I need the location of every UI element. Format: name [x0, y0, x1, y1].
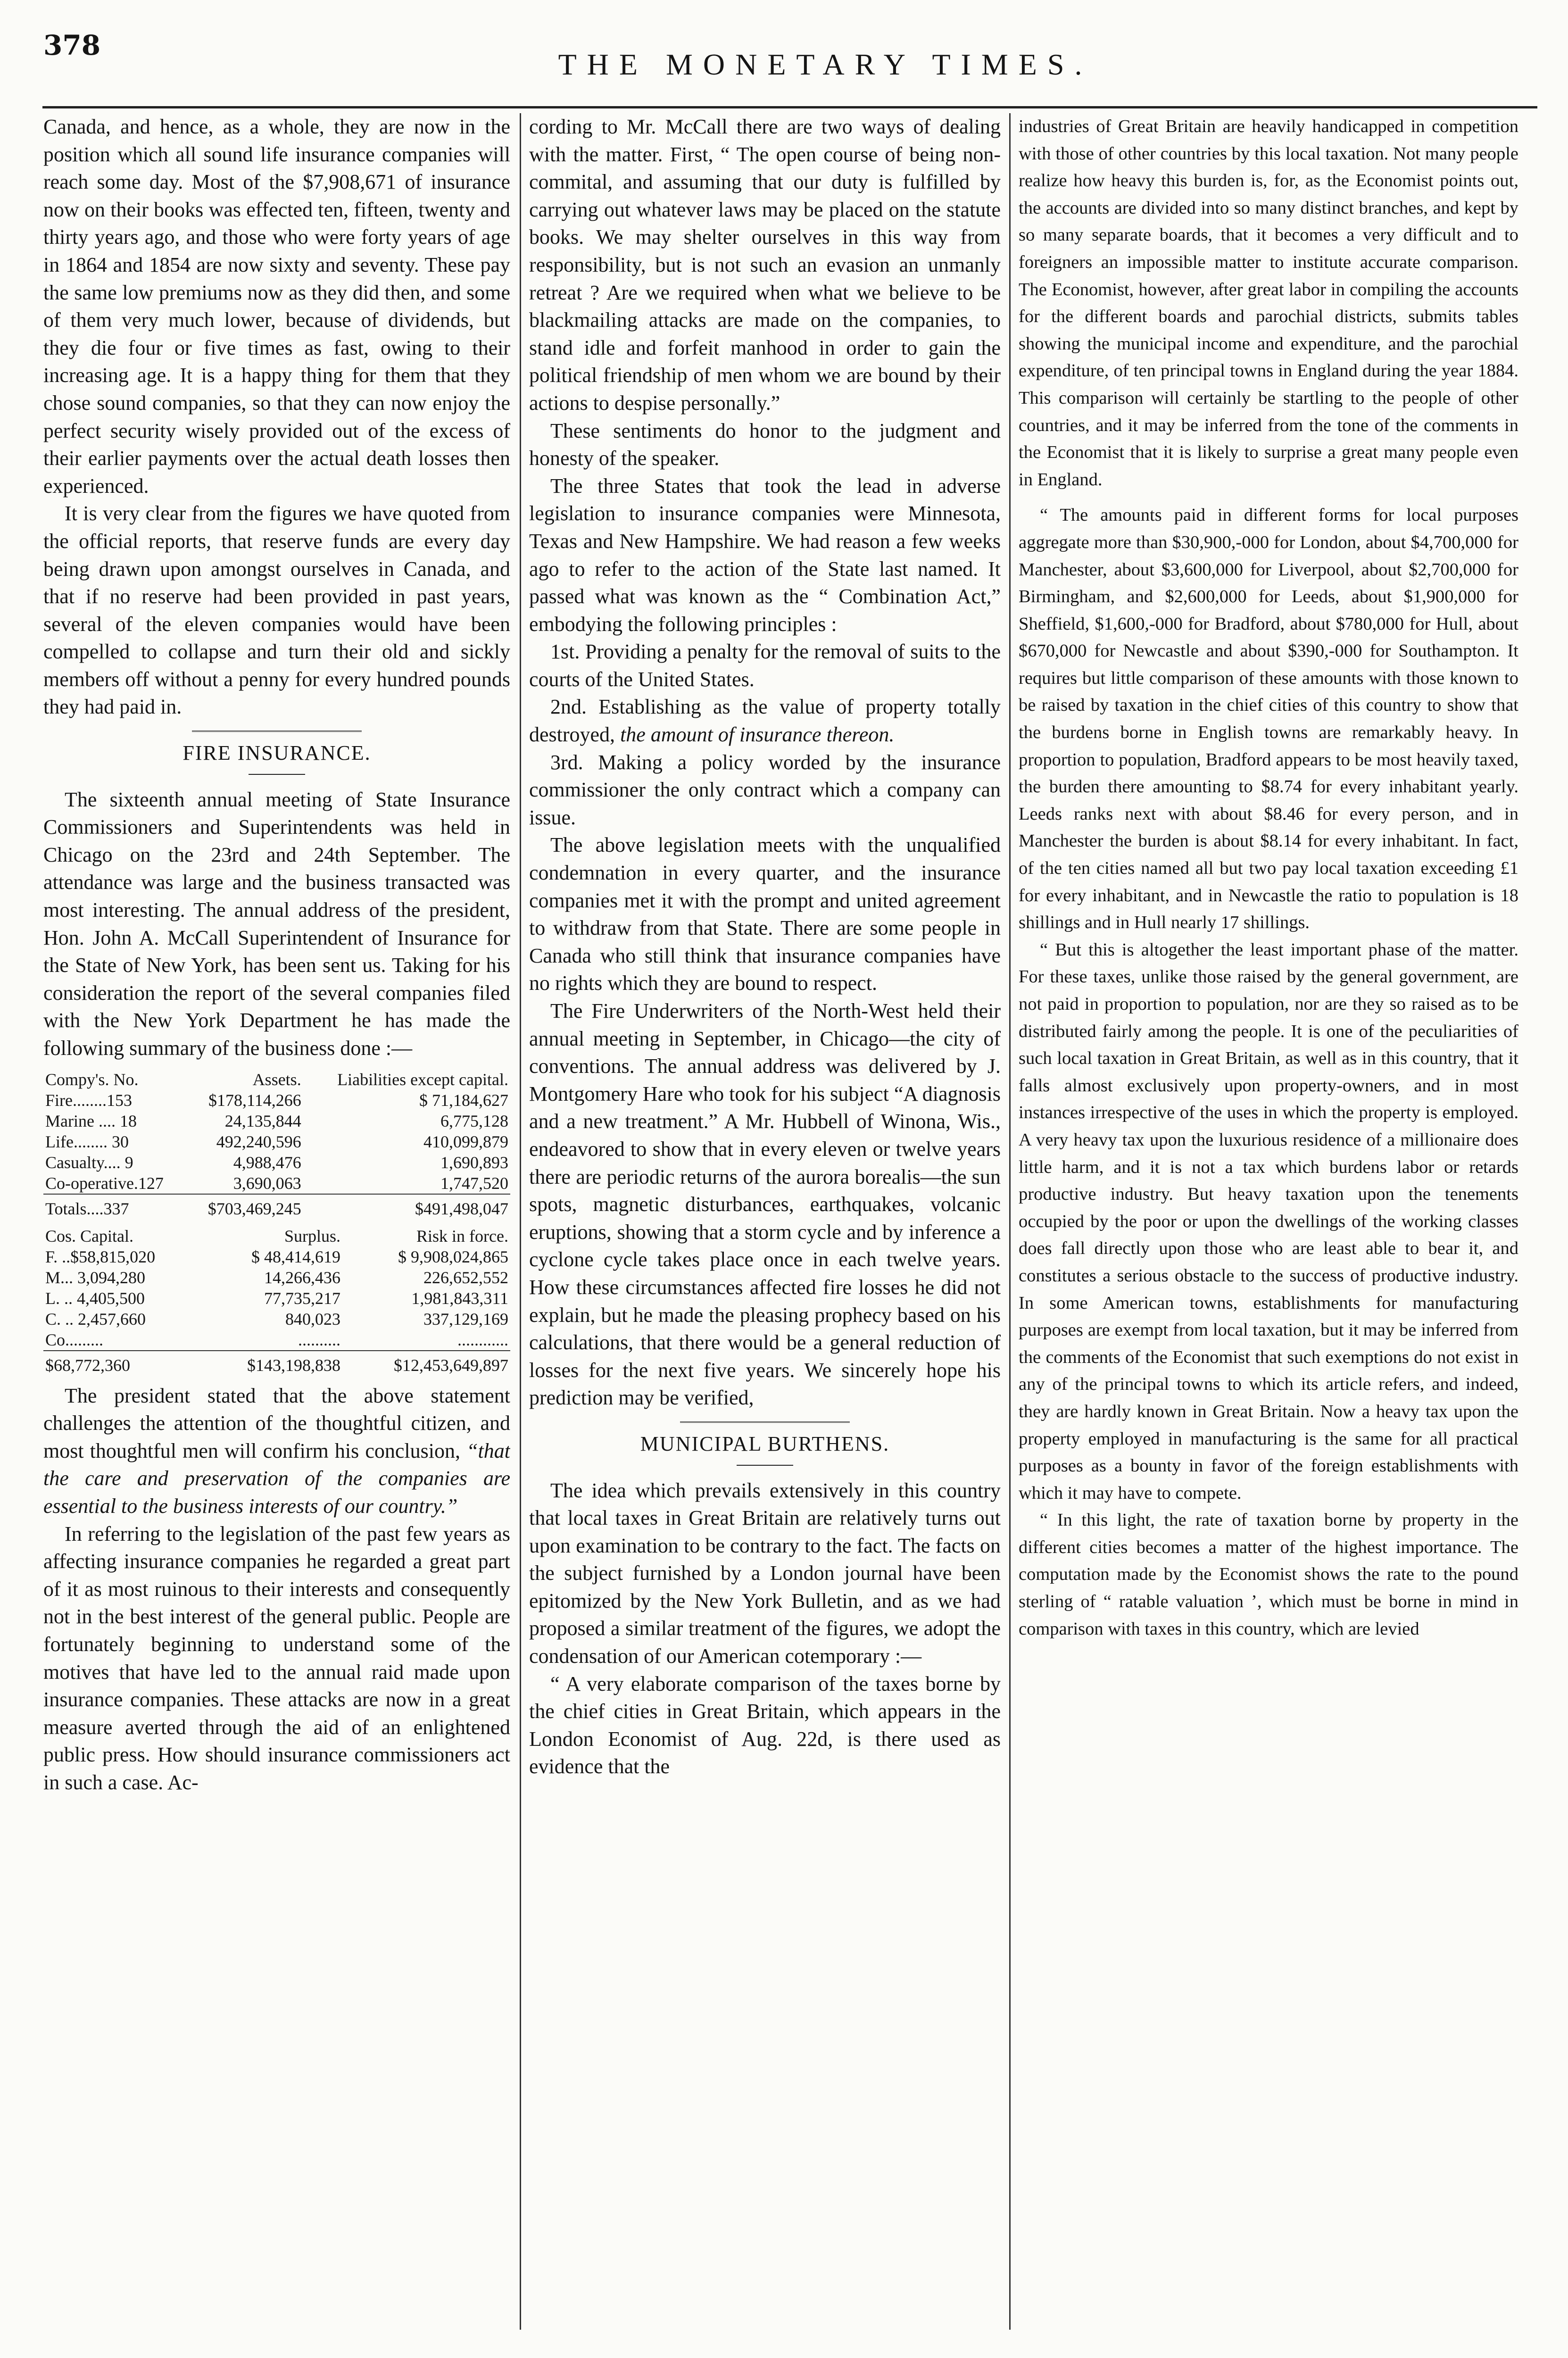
paragraph: industries of Great Britain are heavily handicapped in competition with those of other countries by this local taxation. Not many people realize how heavy this burden is, for, as the Economist points out, the accounts are divided into so many distinct branches, and kept by so many separate boards, that it becomes a very difficult and to foreigners an impossible matter to institute accurate comparison. The Economist, however, after great labor in compiling the accounts for the different boards and parochial districts, submits tables showing the municipal income and expenditure, and the parochial expenditure, of ten principal towns in England during the year 1884. This comparison will certainly be startling to the people of other countries, and it may be inferred from the tone of the comments in the Economist that it is likely to surprise a great many people even in England. — [1019, 116, 1518, 490]
table-cell: 1,981,843,311 — [411, 1288, 508, 1308]
table-cell: $ 48,414,619 — [251, 1247, 341, 1266]
table-cell: 492,240,596 — [216, 1132, 301, 1151]
paragraph: The above legislation meets with the unqualified condemnation in every quarter, and the insurance companies met it with the prompt and united agreement to withdraw from that State. There are some people in Canada who still think that insurance companies have no rights which they are bound to respect. — [529, 833, 1001, 995]
table-row — [43, 1288, 510, 1309]
table-cell: $178,114,266 — [208, 1090, 301, 1110]
table-cell: Co-operative.127 — [45, 1173, 164, 1193]
section-heading-municipal-burthens: MUNICIPAL BURTHENS. — [640, 1432, 890, 1455]
paragraph: 3rd. Making a policy worded by the insurance commissioner the only contract which a company can issue. — [529, 750, 1001, 829]
table-cell: Marine .... 18 — [45, 1111, 137, 1130]
column-3 — [1019, 113, 1518, 2330]
table-cell: 14,266,436 — [264, 1268, 341, 1287]
table-header: Assets. — [252, 1070, 301, 1089]
section-rule — [192, 731, 362, 735]
table-total-row — [43, 1194, 510, 1219]
paragraph — [43, 1382, 510, 1520]
table-cell: 1,690,893 — [440, 1153, 508, 1172]
paragraph: Canada, and hence, as a whole, they are now in the position which all sound life insurance companies will reach some day. Most of the $7,908,671 of insurance now on their books was effected ten, fifteen, twenty and thirty years ago, and those who were forty years of age in 1864 and 1854 are now sixty and seventy. These pay the same low premiums now as they did then, and some of them very much lower, because of dividends, but they die four or five times as fast, owing to their increasing age. It is a happy thing for them that they chose sound companies, so that they can now enjoy the perfect security wisely provided out of the excess of their earlier payments over the actual death losses then experienced. — [43, 115, 510, 498]
table-row — [43, 1173, 510, 1194]
paragraph: “ The amounts paid in different forms for local purposes aggregate more than $30,900,-000 for London, about $4,700,000 for Manchester, about $3,600,000 for Liverpool, about $2,700,000 for Birmingham, and $2,600,000 for Leeds, about $1,900,000 for Sheffield, $1,600,-000 for Bradford, about $780,000 for Hull, about $670,000 for Newcastle and about $390,-000 for Southampton. It requires but little comparison of these amounts with those known to be raised by taxation in the chief cities of this country to show that the burdens borne in English towns are remarkably heavy. In proportion to population, Bradford appears to be most heavily taxed, the burden there amounting to $8.74 for every inhabitant yearly. Leeds ranks next with about $8.46 for every person, and in Manchester the burden is about $8.14 for every inhabitant. In fact, of the ten cities named all but two pay local taxation exceeding £1 for every inhabitant, and in Newcastle the ratio to population is 18 shillings and in Hull nearly 17 shillings. — [1019, 505, 1518, 933]
table-cell: $ 71,184,627 — [419, 1090, 508, 1110]
table-cell: L. .. 4,405,500 — [45, 1288, 145, 1308]
capital-surplus-table — [43, 1226, 510, 1376]
table-cell: 6,775,128 — [440, 1111, 508, 1130]
table-row — [43, 1329, 510, 1351]
table-cell: .......... — [298, 1330, 341, 1349]
paragraph: The sixteenth annual meeting of State Insurance Commissioners and Superintendents was held in Chicago on the 23rd and 24th September. The attendance was large and the business transacted was most interesting. The annual address of the president, Hon. John A. McCall Superintendent of Insurance for the State of New York, has been sent us. Taking for his consideration the report of the several companies filed with the New York Department he has made the following summary of the business done :— — [43, 788, 510, 1060]
paragraph: The idea which prevails extensively in this country that local taxes in Great Britain are relatively turns out upon examination to be contrary to the fact. The facts on the subject furnished by a London journal have been epitomized by the New York Bulletin, and as we had proposed a similar treatment of the figures, we adopt the condensation of our American cotemporary :— — [529, 1478, 1001, 1668]
masthead-title: THE MONETARY TIMES. — [558, 48, 1093, 81]
table-cell: 24,135,844 — [224, 1111, 301, 1130]
table-cell: 1,747,520 — [440, 1173, 508, 1193]
table-cell: Casualty.... 9 — [45, 1153, 133, 1172]
table-cell: 226,652,552 — [423, 1268, 508, 1287]
business-summary-table — [43, 1069, 510, 1219]
table-cell: C. .. 2,457,660 — [45, 1309, 146, 1328]
paragraph: These sentiments do honor to the judgment and honesty of the speaker. — [529, 419, 1001, 470]
table-cell: 4,988,476 — [233, 1153, 301, 1172]
table-row — [43, 1152, 510, 1173]
table-row — [43, 1111, 510, 1131]
paragraph: The three States that took the lead in adverse legislation to insurance companies were Minnesota, Texas and New Hampshire. We had reason a few weeks ago to refer to the action of the State last named. It passed what was known as the “ Combination Act,” embodying the following principles : — [529, 474, 1001, 636]
header-rule — [42, 106, 1537, 108]
paragraph: The Fire Underwriters of the North-West held their annual meeting in September, in Chicago—the city of conventions. The annual address was delivered by J. Montgomery Hare who took for his subject “A diagnosis and a new treatment.” A Mr. Hubbell of Winona, Wis., endeavored to show that in every eleven or twelve years there are periodic returns of the aurora borealis—the sun spots, magnetic disturbances, earthquakes, volcanic eruptions, showing that a storm cycle and by inference a cyclone cycle takes place once in each twelve years. How these circumstances affected fire losses he did not explain, but he made the pleasing prophecy based on his calculations, that there would be a general reduction of losses for the next five years. We sincerely hope his prediction may be verified, — [529, 999, 1001, 1410]
table-cell: 337,129,169 — [423, 1309, 508, 1328]
table-cell: $ 9,908,024,865 — [398, 1247, 508, 1266]
table-cell: Co......... — [45, 1330, 104, 1349]
paragraph-text: The president stated that the above statement challenges the attention of the thoughtful citizen, and most thoughtful men will confirm his conclusion, — [43, 1384, 510, 1462]
section-rule — [680, 1421, 850, 1426]
table-cell: Fire........153 — [45, 1090, 132, 1110]
table-cell: 840,023 — [285, 1309, 341, 1328]
table-cell: Totals....337 — [43, 1194, 188, 1219]
table-total-row — [43, 1351, 510, 1376]
table-cell: M... 3,094,280 — [45, 1268, 146, 1287]
table-header: Cos. Capital. — [45, 1226, 133, 1245]
table-header: Surplus. — [284, 1226, 341, 1245]
table-cell: 410,099,879 — [423, 1132, 508, 1151]
table-cell: Life........ 30 — [45, 1132, 129, 1151]
table-cell: 77,735,217 — [264, 1288, 341, 1308]
table-cell: $491,498,047 — [303, 1194, 510, 1219]
table-cell: $703,469,245 — [188, 1194, 303, 1219]
italic-phrase: the amount of insurance thereon. — [620, 723, 895, 747]
table-header: Liabilities except capital. — [337, 1070, 508, 1089]
table-header: Compy's. No. — [45, 1070, 139, 1089]
table-cell: 3,690,063 — [233, 1173, 301, 1193]
table-row — [43, 1267, 510, 1288]
table-row — [43, 1309, 510, 1329]
column-2 — [529, 113, 1001, 2330]
page-number: 378 — [43, 29, 101, 61]
table-cell: $68,772,360 — [43, 1351, 205, 1376]
table-cell: $143,198,838 — [205, 1351, 342, 1376]
table-row — [43, 1090, 510, 1111]
paragraph-text: 2nd. Establishing as the value of property totally destroyed, — [529, 695, 1001, 747]
table-row — [43, 1246, 510, 1267]
quoted-conclusion: “that the care and preservation of the companies are essential to the business interests of our country.” — [43, 1439, 510, 1518]
table-row — [43, 1131, 510, 1152]
heading-underline — [737, 1465, 793, 1466]
table-header: Risk in force. — [416, 1226, 508, 1245]
paragraph: 1st. Providing a penalty for the removal of suits to the courts of the United States. — [529, 640, 1001, 691]
column-1 — [43, 113, 510, 2330]
column-divider — [520, 113, 521, 2330]
table-cell: F. ..$58,815,020 — [45, 1247, 156, 1266]
column-divider — [1009, 113, 1011, 2330]
paragraph — [529, 693, 1001, 748]
heading-underline — [249, 774, 305, 775]
table-cell: ............ — [457, 1330, 508, 1349]
paragraph: “ But this is altogether the least important phase of the matter. For these taxes, unlike those raised by the general government, are not paid in proportion to population, nor are they so raised as to be distributed fairly among the people. It is one of the peculiarities of such local taxation in Great Britain, as well as in this country, that it falls almost exclusively upon property-owners, and in most instances irrespective of the uses in which the property is employed. A very heavy tax upon the luxurious residence of a millionaire does little harm, and it is not a tax which burdens labor or retards productive industry. But heavy taxation upon the tenements occupied by the poor or upon the dwellings of the working classes does fall directly upon those who are least able to bear it, and constitutes a serious obstacle to the success of productive industry. In some American towns, establishments for manufacturing purposes are exempt from local taxation, but it may be inferred from the comments of the Economist that such exemptions do not exist in any of the principal towns to which its article refers, and indeed, they are hardly known in Great Britain. Now a heavy tax upon the property employed in manufacturing is the same for all practical purposes as a bounty in favor of the foreign establishments with which it may have to compete. — [1019, 939, 1518, 1503]
paragraph: It is very clear from the figures we have quoted from the official reports, that reserve funds are every day being drawn upon amongst ourselves in Canada, and that if no reserve had been provided in past years, several of the eleven companies would have been compelled to collapse and turn their old and sickly members off without a penny for every hundred pounds they had paid in. — [43, 502, 510, 719]
section-heading-fire-insurance: FIRE INSURANCE. — [183, 741, 371, 765]
paragraph: “ A very elaborate comparison of the taxes borne by the chief cities in Great Britain, which appears in the London Economist of Aug. 22d, is there used as evidence that the — [529, 1672, 1001, 1778]
paragraph: In referring to the legislation of the past few years as affecting insurance companies he regarded a great part of it as most ruinous to their interests and consequently not in the best interest of the general public. People are fortunately beginning to understand some of the motives that have led to the annual raid made upon insurance companies. These attacks are now in a great measure averted through the aid of an enlightened public press. How should insurance commissioners act in such a case. Ac- — [43, 1522, 510, 1794]
paragraph: cording to Mr. McCall there are two ways of dealing with the matter. First, “ The open course of being non-commital, and assuming that our duty is fulfilled by carrying out whatever laws may be placed on the statute books. We may shelter ourselves in this way from responsibility, but is not such an evasion an unmanly retreat ? Are we required when what we believe to be blackmailing attacks are made on the companies, to stand idle and forfeit manhood in order to gain the political friendship of men whom we are bound by their actions to despise personally.” — [529, 115, 1001, 415]
paragraph: “ In this light, the rate of taxation borne by property in the different cities becomes a matter of the highest importance. The computation made by the Economist shows the rate to the pound sterling of “ ratable valuation ’, which must be borne in mind in comparison with taxes in this country, which are levied — [1019, 1510, 1518, 1639]
table-cell: $12,453,649,897 — [342, 1351, 510, 1376]
